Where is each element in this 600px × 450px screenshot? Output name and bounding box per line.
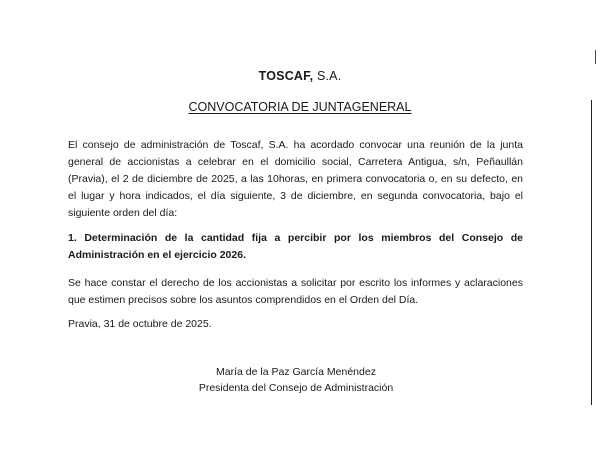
company-name-bold: TOSCAF, [258,69,314,83]
place-date: Pravia, 31 de octubre de 2025. [68,318,212,330]
signatory-name: María de la Paz García Menéndez [216,366,376,378]
document-title: CONVOCATORIA DE JUNTAGENERAL [188,100,412,114]
company-name-suffix: S.A. [313,69,342,83]
signatory-role: Presidenta del Consejo de Administración [198,382,394,394]
margin-mark [595,50,596,64]
agenda-item: 1. Determinación de la cantidad fija a percibir por los miembros del Consejo de Administración en el ejercicio 2026. [68,232,523,261]
company-name [0,69,600,83]
margin-rule [591,100,592,405]
convocation-paragraph: El consejo de administración de Toscaf, S.A. ha acordado convocar una reunión de la junta general de accionistas a celebrar en el domicilio social, Carretera Antigua, s/n, Peñaullán (Pravia), el 2 de diciembre de 2025, a las 10horas, en primera convocatoria o, en su defecto, en el lugar y hora indicados, el día siguiente, 3 de diciembre, en segunda convocatoria, bajo el siguiente orden del día: [68,139,523,219]
shareholder-rights-paragraph: Se hace constar el derecho de los accionistas a solicitar por escrito los informes y aclaraciones que estimen precisos sobre los asuntos comprendidos en el Orden del Día. [68,277,523,306]
